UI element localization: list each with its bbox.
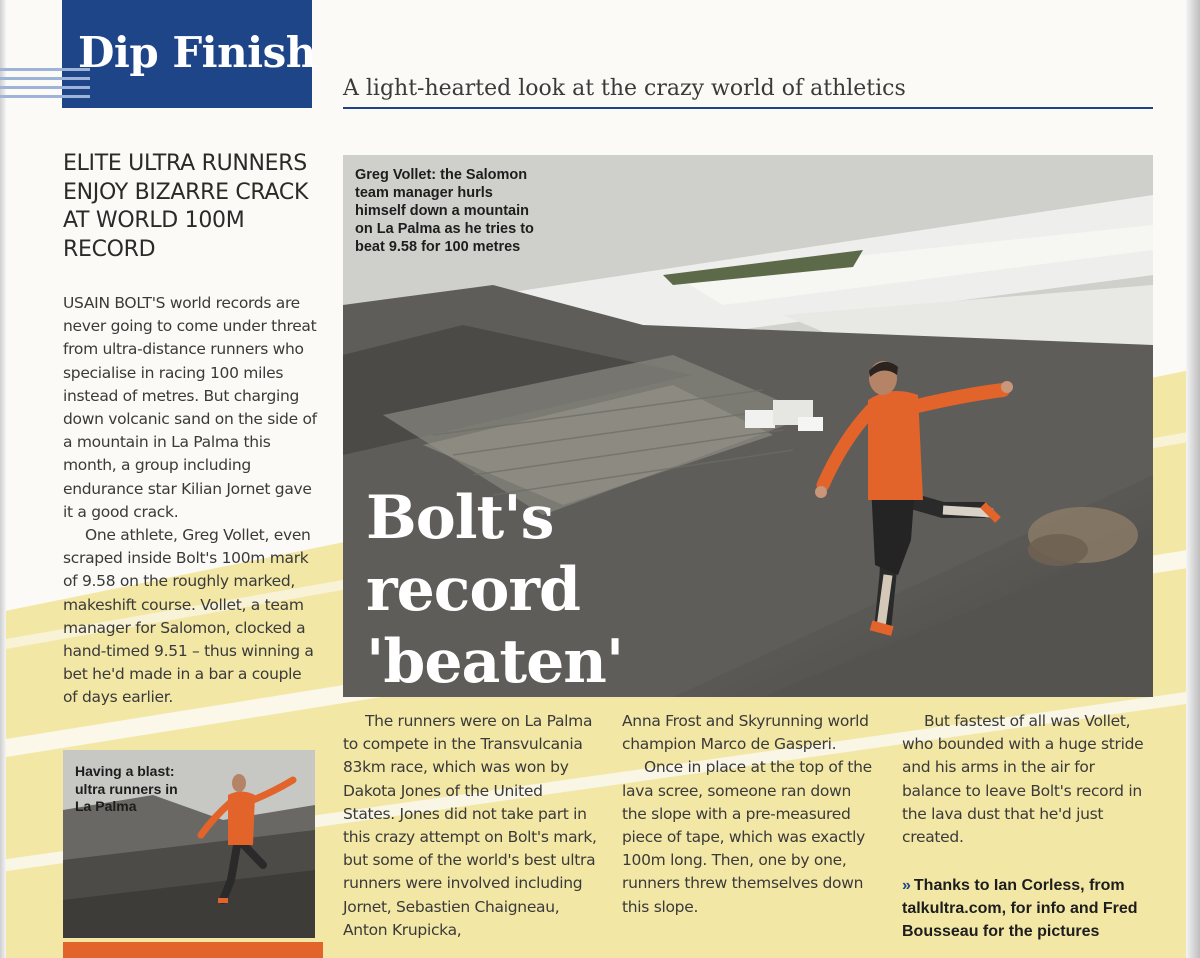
headline-line-2: record	[366, 555, 580, 625]
column-1	[343, 710, 598, 942]
column-3-paragraph: But fastest of all was Vollet, who bounded with a huge stride and his arms in the air for balance to leave Bolt's record in the lava dust that he'd just created.	[902, 712, 1144, 847]
credit-marker-icon: »	[902, 877, 911, 894]
section-title: Dip Finish	[78, 28, 316, 77]
column-2	[622, 710, 877, 919]
page-left-edge	[0, 0, 6, 958]
credit-text: Thanks to Ian Corless, from talkultra.com, for info and Fred Bousseau for the pictures	[902, 877, 1138, 940]
orange-footer-tab	[63, 942, 323, 958]
tagline-rule	[343, 107, 1153, 109]
left-body-paragraph-2: One athlete, Greg Vollet, even scraped inside Bolt's 100m mark of 9.58 on the roughly marked, makeshift course. Vollet, a team manager for Salomon, clocked a hand-timed 9.51 – thus winning a bet he'd made in a bar a couple of days earlier.	[63, 526, 314, 707]
headline-line-1: Bolt's	[366, 483, 554, 553]
column-1-paragraph: The runners were on La Palma to compete in the Transvulcania 83km race, which was won by Dakota Jones of the United States. Jones did not take part in this crazy attempt on Bolt's mark, but some of the world's best ultra runners were involved including Jornet, Sebastien Chaigneau, Anton Krupicka,	[343, 712, 597, 939]
column-3	[902, 710, 1157, 849]
left-column-body	[63, 292, 318, 710]
article-headline	[366, 482, 686, 698]
column-2-paragraph-2: Once in place at the top of the lava scree, someone ran down the slope with a pre-measured piece of tape, which was exactly 100m long. Then, one by one, runners threw themselves down this slope.	[622, 758, 872, 916]
article-subhead: ELITE ULTRA RUNNERS ENJOY BIZARRE CRACK AT WORLD 100M RECORD	[63, 151, 309, 262]
left-body-paragraph-1: USAIN BOLT'S world records are never going to come under threat from ultra-distance runners who specialise in racing 100 miles instead of metres. But charging down volcanic sand on the side of a mountain in La Palma this month, a group including endurance star Kilian Jornet gave it a good crack.	[63, 294, 317, 521]
header-speed-lines	[0, 68, 90, 100]
inset-photo-caption: Having a blast: ultra runners in La Palma	[75, 763, 178, 814]
section-tagline: A light-hearted look at the crazy world of athletics	[343, 76, 906, 101]
page-right-edge	[1186, 0, 1200, 958]
headline-line-3: 'beaten'	[366, 627, 624, 697]
column-2-paragraph-1: Anna Frost and Skyrunning world champion Marco de Gasperi.	[622, 712, 869, 754]
photo-credit	[902, 874, 1157, 943]
main-photo-caption: Greg Vollet: the Salomon team manager hurls himself down a mountain on La Palma as he tries to beat 9.58 for 100 metres	[355, 167, 534, 255]
